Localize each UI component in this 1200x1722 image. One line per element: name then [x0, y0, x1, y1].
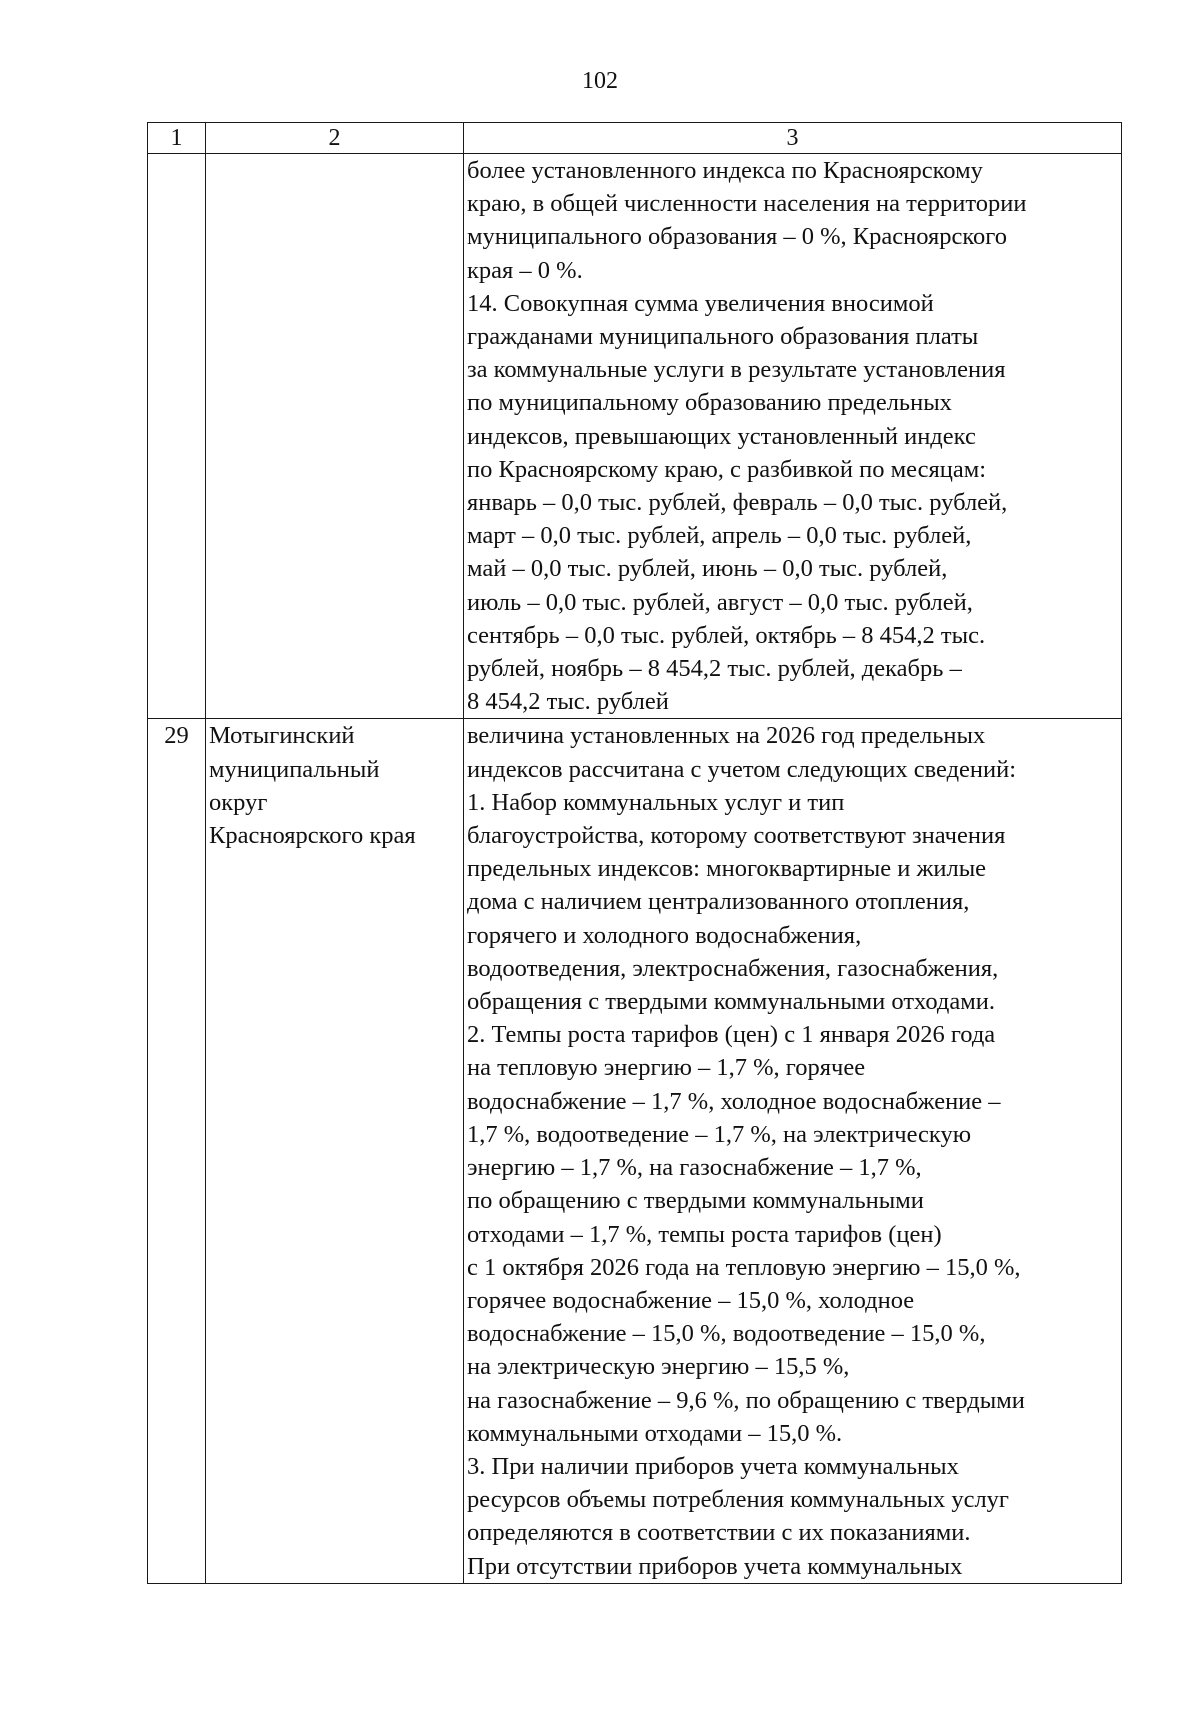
- description-line: 1,7 %, водоотведение – 1,7 %, на электрическую: [467, 1120, 972, 1148]
- description-line: март – 0,0 тыс. рублей, апрель – 0,0 тыс. рублей,: [467, 522, 972, 550]
- description-line: водоотведения, электроснабжения, газоснабжения,: [467, 954, 999, 982]
- region-name-cell: [206, 719, 464, 1583]
- page-number: 102: [582, 68, 618, 94]
- description-cell: [464, 154, 1122, 719]
- region-name-line: округ: [209, 788, 268, 816]
- column-header-1: 1: [148, 123, 206, 154]
- description-line: сентябрь – 0,0 тыс. рублей, октябрь – 8 454,2 тыс.: [467, 621, 986, 649]
- column-header-2: 2: [206, 123, 464, 154]
- description-line: При отсутствии приборов учета коммунальных: [467, 1552, 963, 1580]
- description-line: индексов рассчитана с учетом следующих сведений:: [467, 755, 1017, 783]
- table-header: [148, 123, 1122, 154]
- description-line: коммунальными отходами – 15,0 %.: [467, 1419, 843, 1447]
- description-line: 14. Совокупная сумма увеличения вносимой: [467, 289, 934, 317]
- description-line: на газоснабжение – 9,6 %, по обращению с твердыми: [467, 1386, 1025, 1414]
- description-line: май – 0,0 тыс. рублей, июнь – 0,0 тыс. рублей,: [467, 555, 948, 583]
- description-line: по муниципальному образованию предельных: [467, 389, 952, 417]
- description-line: муниципального образования – 0 %, Красноярского: [467, 223, 1007, 251]
- column-header-3: 3: [464, 123, 1122, 154]
- description-line: индексов, превышающих установленный индекс: [467, 422, 976, 450]
- region-name-line: Мотыгинский: [209, 722, 355, 750]
- row-number-cell: [148, 154, 206, 719]
- description-line: на электрическую энергию – 15,5 %,: [467, 1353, 850, 1381]
- description-line: за коммунальные услуги в результате установления: [467, 356, 1006, 384]
- description-line: края – 0 %.: [467, 256, 583, 284]
- description-line: по Красноярскому краю, с разбивкой по месяцам:: [467, 455, 987, 483]
- description-line: водоснабжение – 15,0 %, водоотведение – 15,0 %,: [467, 1320, 986, 1348]
- description-line: отходами – 1,7 %, темпы роста тарифов (цен): [467, 1220, 942, 1248]
- description-line: с 1 октября 2026 года на тепловую энергию – 15,0 %,: [467, 1253, 1021, 1281]
- table-row: [148, 154, 1122, 719]
- description-line: январь – 0,0 тыс. рублей, февраль – 0,0 тыс. рублей,: [467, 489, 1008, 517]
- description-line: рублей, ноябрь – 8 454,2 тыс. рублей, декабрь –: [467, 655, 962, 683]
- description-line: предельных индексов: многоквартирные и жилые: [467, 855, 987, 883]
- description-line: энергию – 1,7 %, на газоснабжение – 1,7 %,: [467, 1154, 922, 1182]
- region-name-line: Красноярского края: [209, 822, 416, 850]
- description-line: краю, в общей численности населения на территории: [467, 190, 1027, 218]
- description-line: горячего и холодного водоснабжения,: [467, 921, 862, 949]
- description-line: по обращению с твердыми коммунальными: [467, 1187, 924, 1215]
- row-number: 29: [164, 722, 189, 750]
- description-line: на тепловую энергию – 1,7 %, горячее: [467, 1054, 866, 1082]
- description-line: дома с наличием централизованного отопления,: [467, 888, 970, 916]
- description-line: благоустройства, которому соответствуют значения: [467, 822, 1006, 850]
- description-line: определяются в соответствии с их показаниями.: [467, 1519, 971, 1547]
- description-line: горячее водоснабжение – 15,0 %, холодное: [467, 1286, 915, 1314]
- tariff-index-table: [147, 122, 1122, 1584]
- description-line: обращения с твердыми коммунальными отходами.: [467, 988, 995, 1016]
- row-number-cell: [148, 719, 206, 1583]
- description-line: 2. Темпы роста тарифов (цен) с 1 января 2026 года: [467, 1021, 996, 1049]
- description-line: 3. При наличии приборов учета коммунальных: [467, 1452, 959, 1480]
- header-row: [148, 123, 1122, 154]
- region-name-cell: [206, 154, 464, 719]
- description-cell: [464, 719, 1122, 1583]
- description-line: ресурсов объемы потребления коммунальных услуг: [467, 1486, 1009, 1514]
- description-line: водоснабжение – 1,7 %, холодное водоснабжение –: [467, 1087, 1001, 1115]
- description-line: более установленного индекса по Красноярскому: [467, 157, 983, 184]
- table-row: [148, 719, 1122, 1583]
- description-line: 8 454,2 тыс. рублей: [467, 688, 669, 716]
- region-name-line: муниципальный: [209, 755, 380, 783]
- description-line: 1. Набор коммунальных услуг и тип: [467, 788, 845, 816]
- description-line: гражданами муниципального образования платы: [467, 323, 979, 351]
- description-line: июль – 0,0 тыс. рублей, август – 0,0 тыс. рублей,: [467, 588, 973, 616]
- table-body: [148, 154, 1122, 1584]
- description-line: величина установленных на 2026 год предельных: [467, 722, 986, 750]
